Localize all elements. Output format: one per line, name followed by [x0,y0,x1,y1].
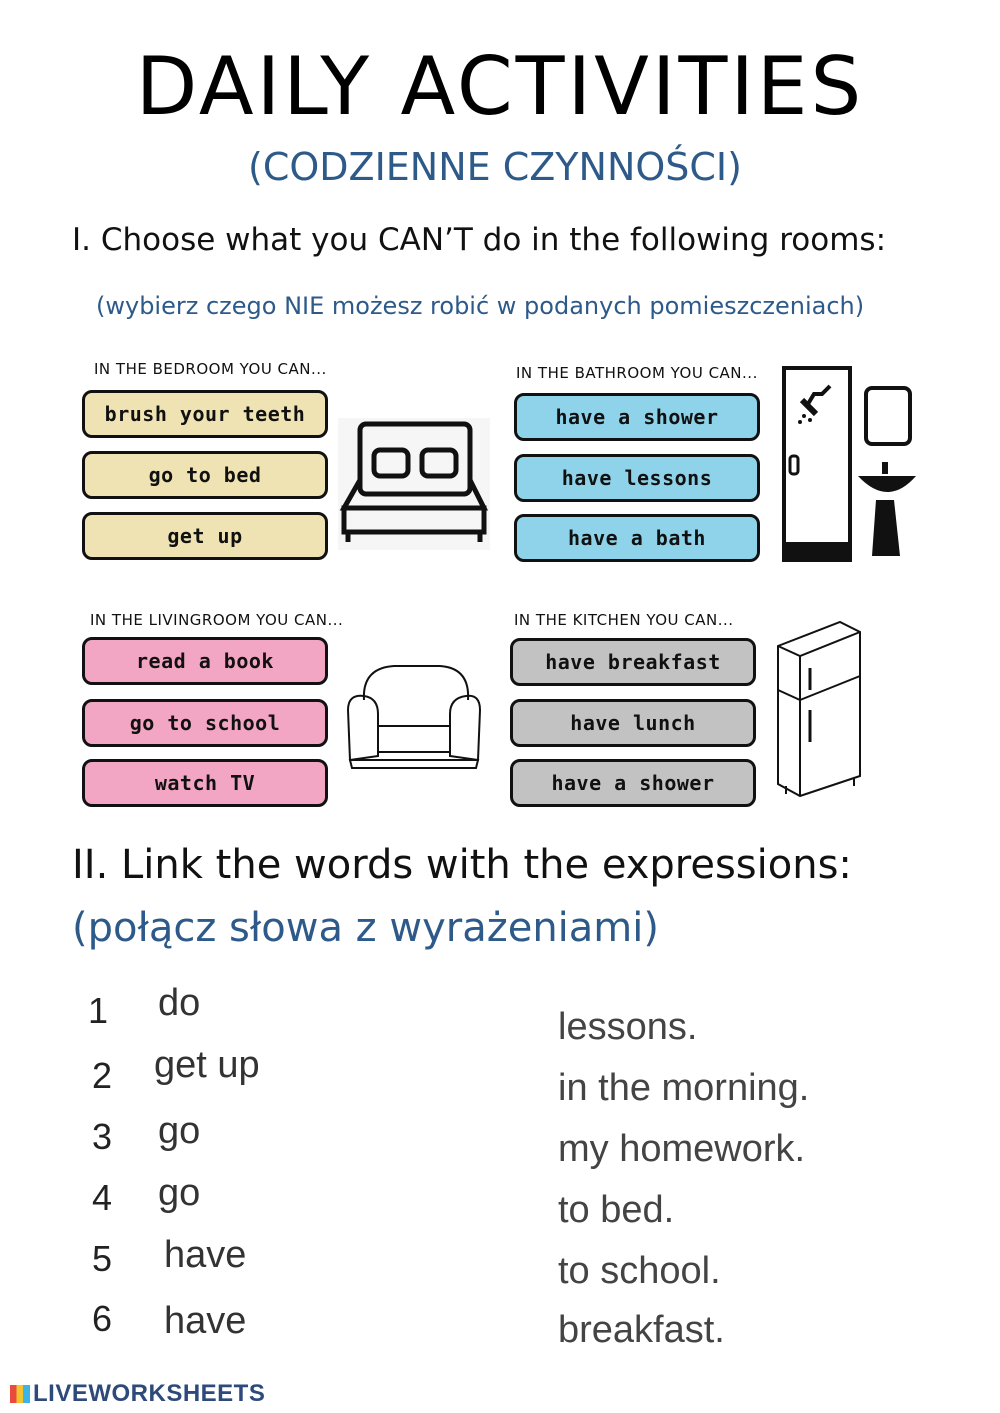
logo-icon [10,1385,30,1403]
fridge-icon [770,618,866,798]
bedroom-option-2[interactable]: go to bed [82,451,328,499]
link-expression[interactable]: my homework. [558,1128,806,1170]
link-expression[interactable]: lessons. [558,1006,698,1048]
bathroom-option-3[interactable]: have a bath [514,514,760,562]
item-number: 1 [88,990,109,1031]
room-label-livingroom: IN THE LIVINGROOM YOU CAN... [90,611,344,629]
link-word[interactable]: have [164,1234,247,1276]
bathroom-option-2[interactable]: have lessons [514,454,760,502]
bedroom-option-3[interactable]: get up [82,512,328,560]
section-1-heading-pl: (wybierz czego NIE możesz robić w podanych pomieszczeniach) [96,292,865,320]
room-label-bedroom: IN THE BEDROOM YOU CAN... [94,360,327,378]
livingroom-option-1[interactable]: read a book [82,637,328,685]
item-number: 3 [92,1116,113,1157]
armchair-icon [344,660,484,770]
link-expression[interactable]: to bed. [558,1189,675,1231]
bathroom-option-1[interactable]: have a shower [514,393,760,441]
section-2-heading-pl: (połącz słowa z wyrażeniami) [72,905,659,951]
bedroom-option-1[interactable]: brush your teeth [82,390,328,438]
link-expression[interactable]: to school. [558,1250,721,1292]
link-expression[interactable]: breakfast. [558,1309,725,1351]
link-word[interactable]: get up [154,1044,260,1086]
room-label-kitchen: IN THE KITCHEN YOU CAN... [514,611,734,629]
section-2-heading: II. Link the words with the expressions: [72,842,852,888]
item-number: 5 [92,1238,113,1279]
liveworksheets-logo [10,1380,265,1408]
link-word[interactable]: go [158,1110,201,1152]
item-number: 4 [92,1177,113,1218]
logo-text: LIVEWORKSHEETS [33,1380,266,1407]
link-word[interactable]: go [158,1172,201,1214]
kitchen-option-3[interactable]: have a shower [510,759,756,807]
bed-icon [338,418,490,550]
shower-sink-icon [780,364,920,564]
livingroom-option-2[interactable]: go to school [82,699,328,747]
item-number: 2 [92,1055,113,1096]
room-label-bathroom: IN THE BATHROOM YOU CAN... [516,364,758,382]
link-expression[interactable]: in the morning. [558,1067,810,1109]
link-word[interactable]: do [158,982,201,1024]
kitchen-option-2[interactable]: have lunch [510,699,756,747]
item-number: 6 [92,1298,113,1339]
livingroom-option-3[interactable]: watch TV [82,759,328,807]
section-1-heading: I. Choose what you CAN’T do in the following rooms: [72,222,887,258]
link-word[interactable]: have [164,1300,247,1342]
page-title: DAILY ACTIVITIES [135,40,865,133]
page-subtitle: (CODZIENNE CZYNNOŚCI) [248,145,742,189]
kitchen-option-1[interactable]: have breakfast [510,638,756,686]
